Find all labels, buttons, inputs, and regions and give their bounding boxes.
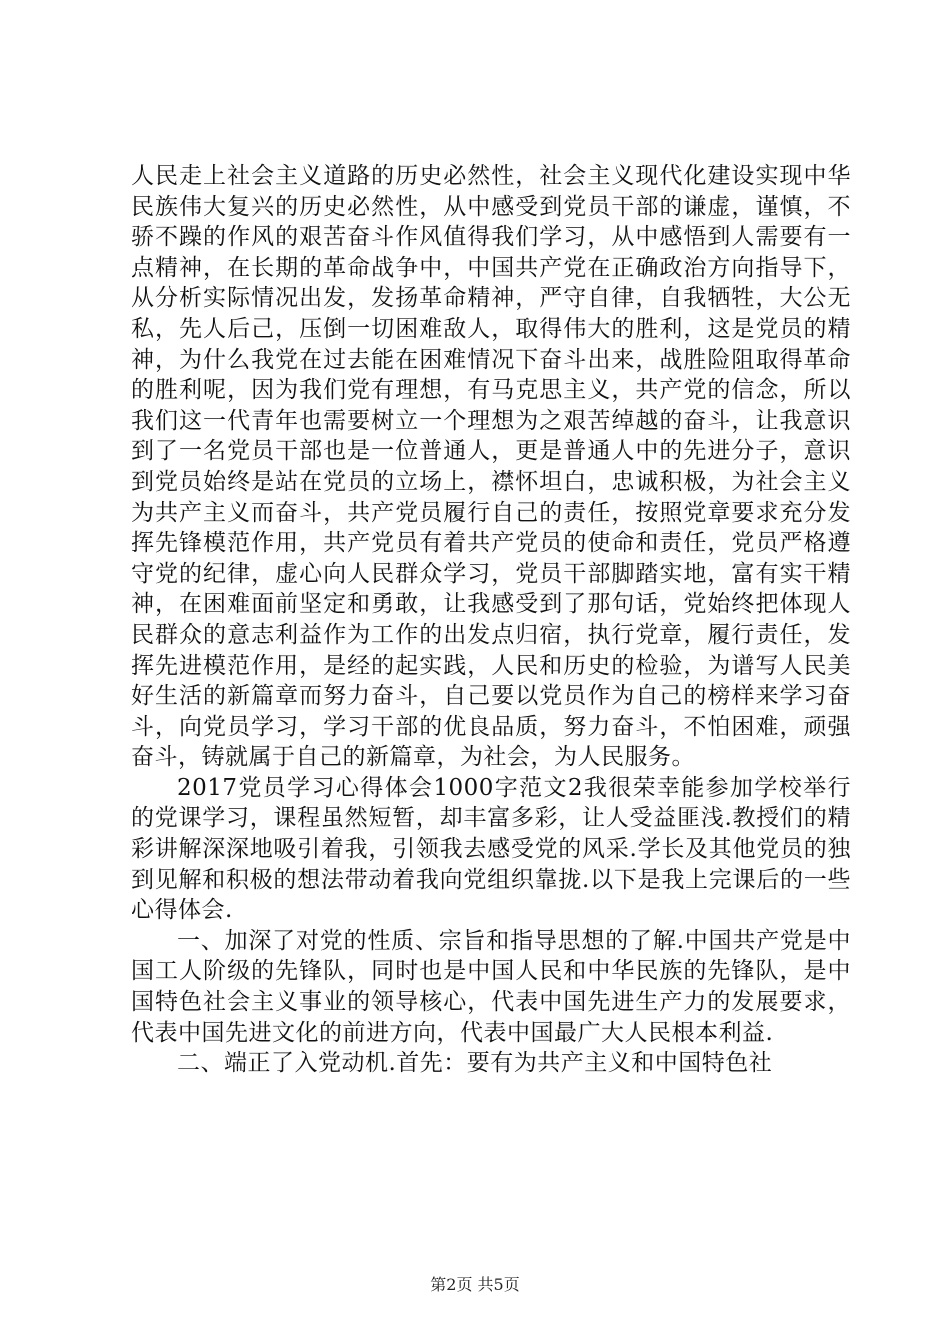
paragraph-point-2: 二、端正了入党动机.首先：要有为共产主义和中国特色社 (177, 1050, 773, 1077)
page-number-footer: 第2页 共5页 (430, 1275, 520, 1294)
paragraph-continuation: 人民走上社会主义道路的历史必然性，社会主义现代化建设实现中华民族伟大复兴的历史必然性，从中感受到党员干部的谦虚，谨慎，不骄不躁的作风的艰苦奋斗作风值得我们学习，从中感悟到人需要有一点精神，在长期的革命战争中，中国共产党在正确政治方向指导下，从分析实际情况出发，发扬革命精神，严守自律，自我牺牲，大公无私，先人后己，压倒一切困难敌人，取得伟大的胜利，这是党员的精神，为什么我党在过去能在困难情况下奋斗出来，战胜险阻取得革命的胜利呢，因为我们党有理想，有马克思主义，共产党的信念，所以我们这一代青年也需要树立一个理想为之艰苦绰越的奋斗，让我意识到了一名党员干部也是一位普通人，更是普通人中的先进分子，意识到党员始终是站在党员的立场上，襟怀坦白，忠诚积极，为社会主义为共产主义而奋斗，共产党员履行自己的责任，按照党章要求充分发挥先锋模范作用，共产党员有着共产党员的使命和责任，党员严格遵守党的纪律，虚心向人民群众学习，党员干部脚踏实地，富有实干精神，在困难面前坚定和勇敢，让我感受到了那句话，党始终把体现人民群众的意志利益作为工作的出发点归宿，执行党章，履行责任，发挥先进模范作用，是经的起实践，人民和历史的检验，为谱写人民美好生活的新篇章而努力奋斗，自己要以党员作为自己的榜样来学习奋斗，向党员学习，学习干部的优良品质，努力奋斗，不怕困难，顽强奋斗，铸就属于自己的新篇章，为社会，为人民服务。 (131, 163, 851, 771)
document-body (131, 161, 851, 1079)
paragraph-point-1: 一、加深了对党的性质、宗旨和指导思想的了解.中国共产党是中国工人阶级的先锋队，同时也是中国人民和中华民族的先锋队，是中国特色社会主义事业的领导核心，代表中国先进生产力的发展要求，代表中国先进文化的前进方向，代表中国最广大人民根本利益. (131, 927, 851, 1046)
paragraph-essay-2-intro: 2017党员学习心得体会1000字范文2我很荣幸能参加学校举行的党课学习，课程虽然短暂，却丰富多彩，让人受益匪浅.教授们的精彩讲解深深地吸引着我，引领我去感受党的风采.学长及其他党员的独到见解和积极的想法带动着我向党组织靠拢.以下是我上完课后的一些心得体会. (131, 774, 851, 924)
